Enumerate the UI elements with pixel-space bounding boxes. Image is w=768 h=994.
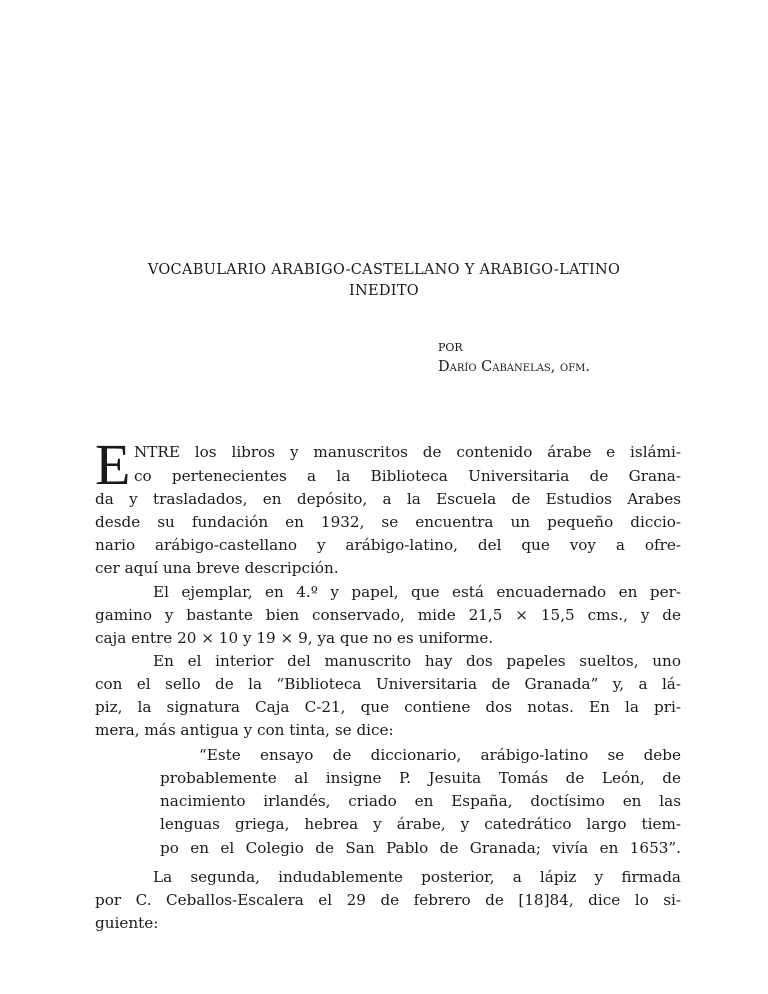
text-line-p3: piz, la signatura Caja C-21, que contiene dos notas. En la pri- [95, 698, 681, 716]
text-line-quote: “Este ensayo de diccionario, arábigo-latino se debe [199, 746, 681, 764]
text-line-p1: nario arábigo-castellano y arábigo-latino, del que voy a ofre- [95, 536, 681, 554]
text-line-p4: guiente: [95, 914, 159, 932]
text-line-p1: da y trasladados, en depósito, a la Escuela de Estudios Arabes [95, 490, 681, 508]
text-line-quote: probablemente al insigne P. Jesuita Tomás de León, de [160, 769, 681, 787]
text-line-p4: por C. Ceballos-Escalera el 29 de febrero de [18]84, dice lo si- [95, 891, 681, 909]
text-line-p4: La segunda, indudablemente posterior, a lápiz y firmada [153, 868, 681, 886]
text-line-p3: con el sello de la “Biblioteca Universitaria de Granada” y, a lá- [95, 675, 681, 693]
text-line-p1: NTRE los libros y manuscritos de contenido árabe e islámi- [134, 443, 681, 461]
text-line-p3: En el interior del manuscrito hay dos papeles sueltos, uno [153, 652, 681, 670]
text-line-p2: caja entre 20 × 10 y 19 × 9, ya que no es uniforme. [95, 629, 494, 647]
author-name: Darío Cabanelas, ofm. [438, 359, 590, 375]
text-line-quote: nacimiento irlandés, criado en España, doctísimo en las [160, 792, 681, 810]
drop-cap: E [95, 432, 131, 497]
text-line-p1: cer aquí una breve descripción. [95, 559, 339, 577]
article-title-line2: INEDITO [348, 283, 419, 299]
byline-por: POR [438, 341, 463, 354]
text-line-p2: El ejemplar, en 4.º y papel, que está encuadernado en per- [153, 583, 681, 601]
text-line-p1: desde su fundación en 1932, se encuentra un pequeño diccio- [95, 513, 681, 531]
article-title-line1: VOCABULARIO ARABIGO-CASTELLANO Y ARABIGO-LATINO [147, 262, 621, 278]
text-line-quote: po en el Colegio de San Pablo de Granada; vivía en 1653”. [160, 839, 681, 857]
text-line-quote: lenguas griega, hebrea y árabe, y catedrático largo tiem- [160, 815, 681, 833]
text-line-p1: co pertenecientes a la Biblioteca Universitaria de Grana- [134, 467, 681, 485]
text-line-p2: gamino y bastante bien conservado, mide 21,5 × 15,5 cms., y de [95, 606, 681, 624]
text-line-p3: mera, más antigua y con tinta, se dice: [95, 721, 394, 739]
